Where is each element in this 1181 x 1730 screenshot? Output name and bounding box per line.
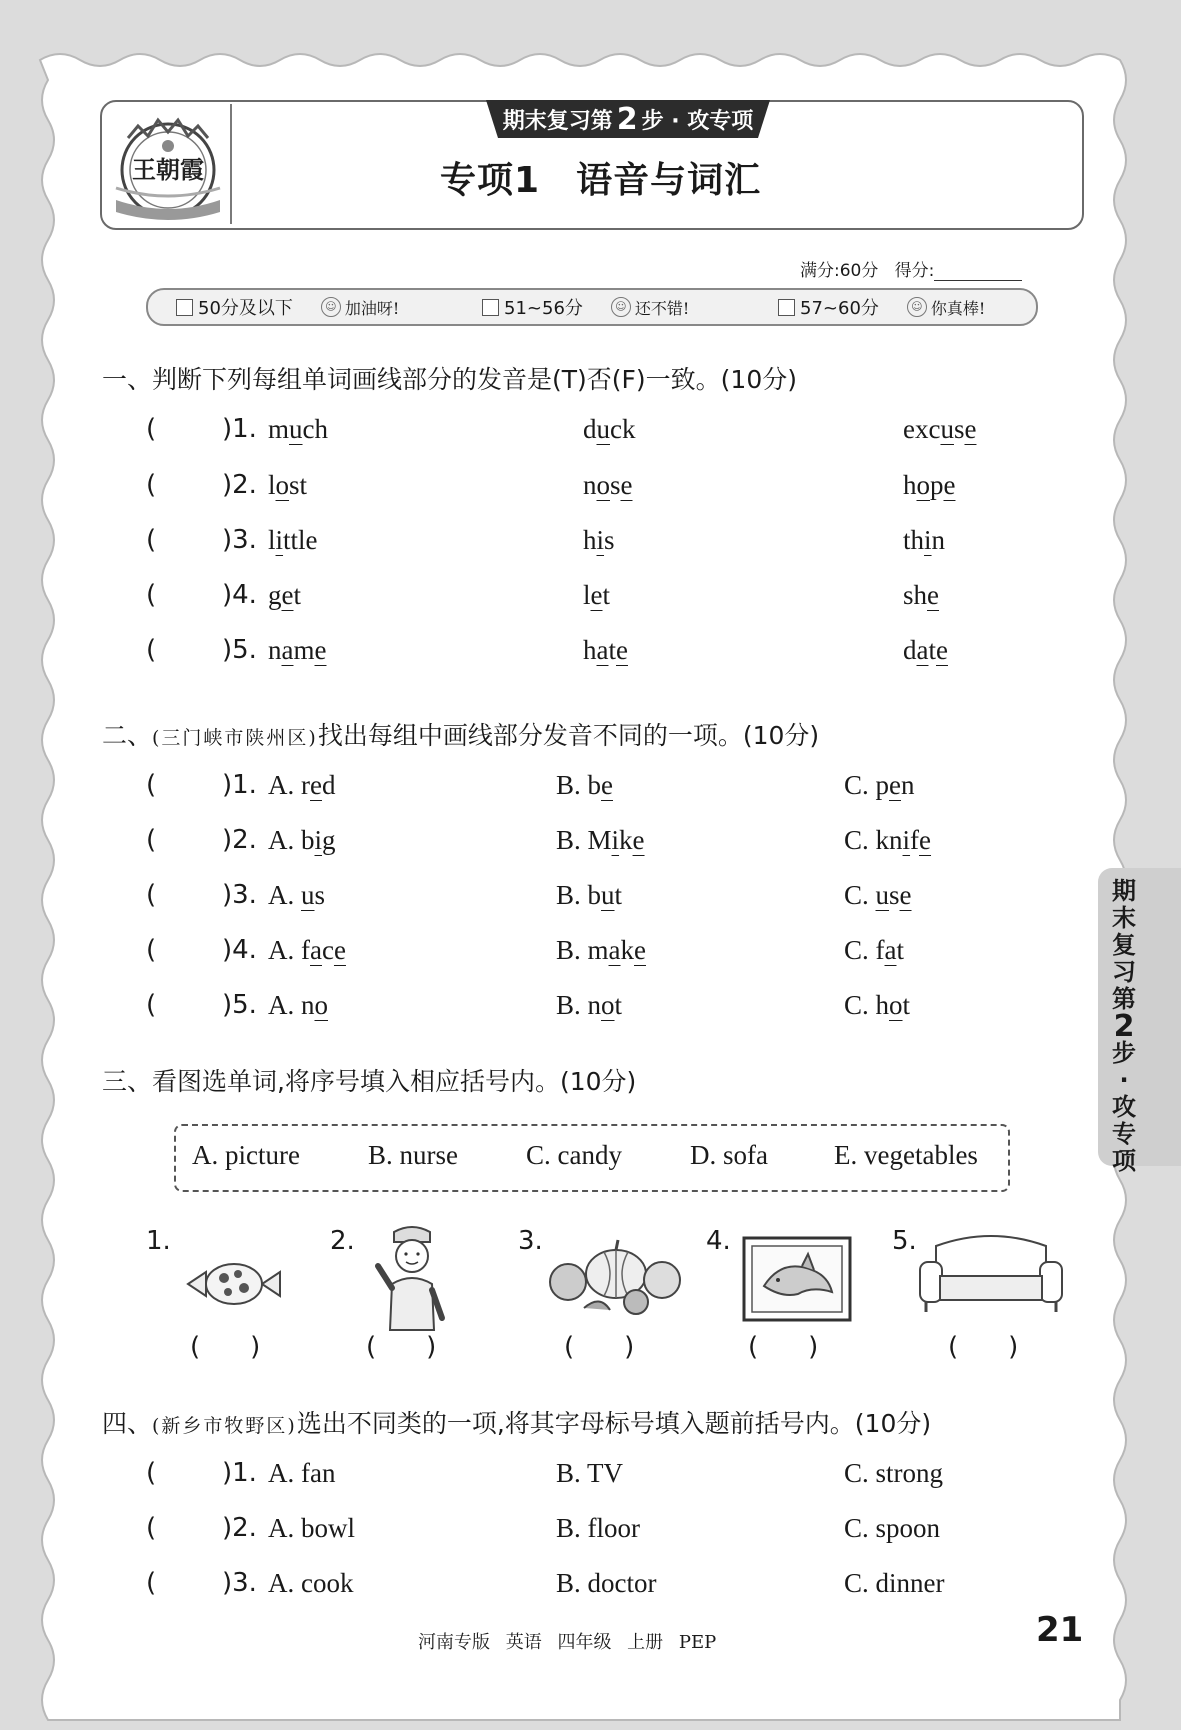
rating-message: 还不错!: [634, 298, 690, 318]
option-c: C. knife: [844, 825, 932, 855]
word-3: excuse: [903, 414, 977, 444]
q1-row: [146, 525, 1046, 565]
answer-paren[interactable]: (: [146, 1568, 157, 1598]
q4-heading: [102, 1404, 931, 1440]
side-tab-prefix: 期 末 复 习 第: [1112, 877, 1136, 1013]
picture-answer-paren[interactable]: ( ): [564, 1332, 635, 1362]
picture-answer-paren[interactable]: ( ): [366, 1332, 437, 1362]
option-a: A. bowl: [268, 1513, 355, 1543]
q2-row: [146, 825, 1046, 865]
item-number: )2.: [222, 1513, 257, 1543]
word-2: nose: [583, 470, 633, 500]
word-2: let: [583, 580, 611, 610]
bank-item: E. vegetables: [834, 1140, 978, 1170]
q4-heading-rest: 选出不同类的一项,将其字母标号填入题前括号内。(10分): [296, 1409, 932, 1438]
picture-number: 5.: [892, 1226, 917, 1256]
answer-paren[interactable]: (: [146, 1513, 157, 1543]
item-number: )3.: [222, 1568, 257, 1598]
option-a: A. big: [268, 825, 336, 855]
q2-heading: [102, 716, 819, 752]
answer-paren[interactable]: (: [146, 580, 157, 610]
q1-heading: 一、判断下列每组单词画线部分的发音是(T)否(F)一致。(10分): [102, 365, 797, 394]
section-name: 语音与词汇: [576, 160, 762, 201]
option-b: B. be: [556, 770, 613, 800]
rating-low: [176, 294, 399, 320]
picture-number: 2.: [330, 1226, 355, 1256]
q2-row: [146, 770, 1046, 810]
nurse-icon: [370, 1222, 454, 1332]
rating-message: 加油呀!: [344, 298, 400, 318]
item-number: )4.: [222, 935, 257, 965]
page-number: 21: [1036, 1610, 1084, 1650]
option-b: B. Mike: [556, 825, 645, 855]
face-icon: ☺: [611, 297, 631, 317]
section-title: [440, 152, 940, 203]
option-b: B. but: [556, 880, 623, 910]
word-2: duck: [583, 414, 636, 444]
q4-heading-prefix: 四、: [102, 1409, 153, 1438]
q4-row: [146, 1458, 1046, 1498]
option-a: A. fan: [268, 1458, 336, 1488]
side-tab-number: 2: [1113, 1009, 1135, 1044]
q1-row: [146, 580, 1046, 620]
item-number: )3.: [222, 525, 257, 555]
answer-paren[interactable]: (: [146, 825, 157, 855]
step-prefix: 期末复习第: [502, 108, 613, 134]
candy-icon: [184, 1250, 284, 1310]
q4-row: [146, 1568, 1046, 1608]
option-a: A. red: [268, 770, 336, 800]
full-score: 满分:60分: [800, 261, 879, 281]
option-b: B. not: [556, 990, 623, 1020]
word-3: date: [903, 635, 948, 665]
option-c: C. dinner: [844, 1568, 945, 1598]
option-a: A. cook: [268, 1568, 354, 1598]
face-icon: ☺: [321, 297, 341, 317]
q2-heading-rest: 找出每组中画线部分发音不同的一项。(10分): [317, 721, 820, 750]
picture-answer-paren[interactable]: ( ): [190, 1332, 261, 1362]
q2-row: [146, 935, 1046, 975]
answer-paren[interactable]: (: [146, 990, 157, 1020]
option-a: A. no: [268, 990, 328, 1020]
bank-item: A. picture: [192, 1140, 300, 1170]
option-c: C. strong: [844, 1458, 944, 1488]
side-tab-text: [1104, 878, 1144, 1175]
option-b: B. TV: [556, 1458, 624, 1488]
rating-range: 50分及以下: [198, 298, 293, 319]
answer-paren[interactable]: (: [146, 770, 157, 800]
picture-icon: [742, 1236, 852, 1322]
rating-high: [778, 294, 985, 320]
word-3: hope: [903, 470, 956, 500]
item-number: )1.: [222, 414, 257, 444]
picture-number: 4.: [706, 1226, 731, 1256]
option-a: A. face: [268, 935, 346, 965]
picture-number: 3.: [518, 1226, 543, 1256]
sofa-icon: [916, 1232, 1066, 1316]
bank-item: C. candy: [526, 1140, 622, 1170]
option-b: B. floor: [556, 1513, 640, 1543]
q1-row: [146, 470, 1046, 510]
option-c: C. use: [844, 880, 912, 910]
rating-message: 你真棒!: [930, 298, 986, 318]
footer-text: 河南专版 英语 四年级 上册 PEP: [418, 1632, 717, 1653]
q2-row: [146, 990, 1046, 1030]
brand-logo: [112, 108, 224, 226]
logo-text: 王朝霞: [132, 155, 204, 184]
q1-row: [146, 414, 1046, 454]
q2-heading-prefix: 二、: [102, 721, 153, 750]
item-number: )5.: [222, 635, 257, 665]
word-2: his: [583, 525, 615, 555]
score-label: 得分:: [894, 261, 935, 281]
picture-answer-paren[interactable]: ( ): [948, 1332, 1019, 1362]
vegetables-icon: [544, 1238, 688, 1318]
score-blank[interactable]: [934, 264, 1022, 281]
section-label: 专项1: [440, 160, 541, 201]
option-b: B. doctor: [556, 1568, 657, 1598]
word-1: get: [268, 580, 301, 610]
word-1: little: [268, 525, 318, 555]
step-suffix: 步 · 攻专项: [641, 108, 754, 134]
score-line: [800, 256, 1022, 281]
q2-row: [146, 880, 1046, 920]
item-number: )1.: [222, 1458, 257, 1488]
option-c: C. hot: [844, 990, 911, 1020]
word-1: name: [268, 635, 327, 665]
item-number: )2.: [222, 470, 257, 500]
rating-range: 57~60分: [800, 298, 879, 319]
q2-region: (三门峡市陕州区): [152, 727, 318, 749]
rating-mid: [482, 294, 689, 320]
picture-number: 1.: [146, 1226, 171, 1256]
item-number: )3.: [222, 880, 257, 910]
logo-divider: [230, 104, 232, 224]
option-a: A. us: [268, 880, 326, 910]
answer-paren[interactable]: (: [146, 525, 157, 555]
rating-range: 51~56分: [504, 298, 583, 319]
q4-region: (新乡市牧野区): [152, 1415, 297, 1437]
option-c: C. fat: [844, 935, 904, 965]
word-1: lost: [268, 470, 308, 500]
rating-checkbox[interactable]: [778, 299, 795, 316]
answer-paren[interactable]: (: [146, 414, 157, 444]
word-2: hate: [583, 635, 628, 665]
step-number: 2: [616, 101, 638, 137]
step-tab: [486, 100, 770, 138]
q3-heading: 三、看图选单词,将序号填入相应括号内。(10分): [102, 1067, 637, 1096]
bank-item: D. sofa: [690, 1140, 768, 1170]
face-icon: ☺: [907, 297, 927, 317]
answer-paren[interactable]: (: [146, 1458, 157, 1488]
item-number: )2.: [222, 825, 257, 855]
answer-paren[interactable]: (: [146, 635, 157, 665]
q4-row: [146, 1513, 1046, 1553]
picture-answer-paren[interactable]: ( ): [748, 1332, 819, 1362]
side-tab-suffix: 步 · 攻 专 项: [1112, 1039, 1136, 1175]
rating-checkbox[interactable]: [482, 299, 499, 316]
answer-paren[interactable]: (: [146, 880, 157, 910]
item-number: )5.: [222, 990, 257, 1020]
option-c: C. spoon: [844, 1513, 941, 1543]
word-3: thin: [903, 525, 946, 555]
rating-checkbox[interactable]: [176, 299, 193, 316]
bank-item: B. nurse: [368, 1140, 458, 1170]
answer-paren[interactable]: (: [146, 935, 157, 965]
option-c: C. pen: [844, 770, 915, 800]
option-b: B. make: [556, 935, 646, 965]
word-1: much: [268, 414, 328, 444]
word-3: she: [903, 580, 939, 610]
q1-row: [146, 635, 1046, 675]
item-number: )4.: [222, 580, 257, 610]
answer-paren[interactable]: (: [146, 470, 157, 500]
item-number: )1.: [222, 770, 257, 800]
